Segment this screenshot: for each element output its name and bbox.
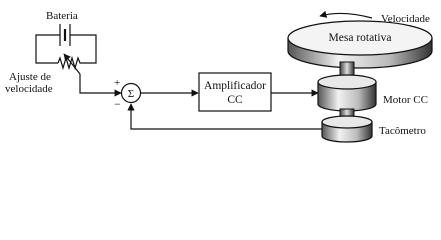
battery-label: Bateria bbox=[46, 10, 78, 22]
minus-sign: − bbox=[114, 97, 121, 111]
turntable-label: Mesa rotativa bbox=[328, 32, 392, 44]
amplifier-label-line2: CC bbox=[227, 94, 243, 106]
amplifier-label-line1: Amplificador bbox=[204, 80, 266, 92]
speed-adjust-label-line2: velocidade bbox=[5, 83, 53, 95]
plus-sign: + bbox=[114, 77, 121, 89]
dc-motor-label: Motor CC bbox=[383, 94, 428, 106]
potentiometer-resistor bbox=[58, 58, 82, 68]
tachometer bbox=[322, 116, 372, 142]
sum-symbol: Σ bbox=[127, 88, 135, 100]
dc-motor bbox=[318, 75, 376, 111]
speed-adjust-label-line1: Ajuste de bbox=[9, 71, 51, 83]
rotation-arrow bbox=[320, 13, 372, 18]
turntable bbox=[288, 21, 432, 68]
battery-symbol bbox=[60, 24, 70, 46]
tachometer-label: Tacômetro bbox=[379, 125, 426, 137]
velocity-label: Velocidade bbox=[381, 13, 430, 25]
